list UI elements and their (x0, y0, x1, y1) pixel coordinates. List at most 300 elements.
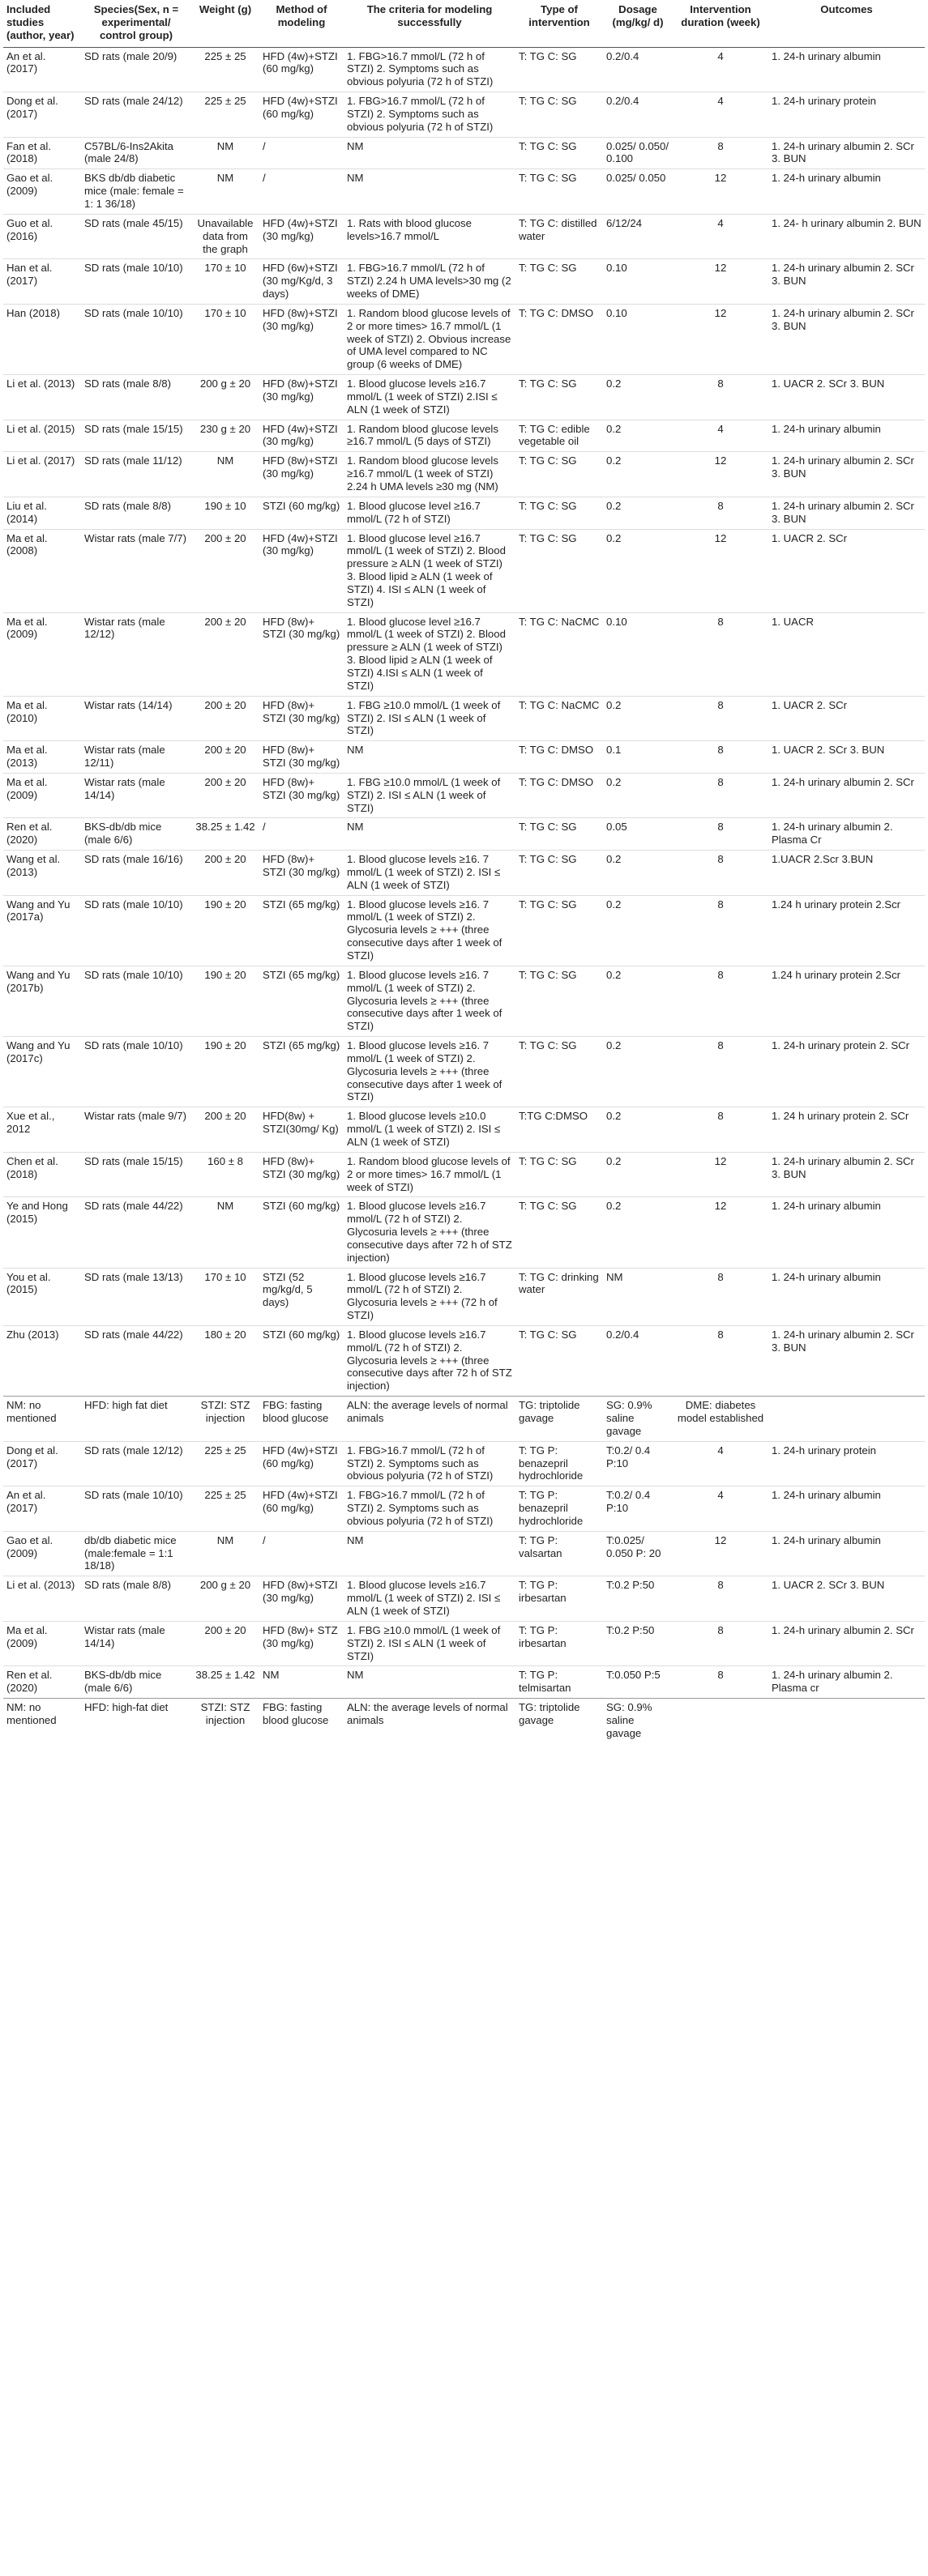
cell-species: SD rats (male 15/15) (81, 420, 191, 452)
table-row (3, 1621, 925, 1666)
cell-intervention-type: T: TG C: drinking water (515, 1268, 603, 1325)
cell-criteria: 1. FBG>16.7 mmol/L (72 h of STZI) 2. Symptoms such as obvious polyuria (72 h of STZI) (344, 92, 515, 138)
cell-study: Gao et al. (2009) (3, 169, 81, 215)
cell-duration (673, 1699, 768, 1743)
cell-criteria: 1. Blood glucose levels ≥16.7 mmol/L (1 week of STZI) 2. ISI ≤ ALN (1 week of STZI) (344, 1576, 515, 1622)
cell-outcomes: 1. 24-h urinary albumin (768, 1486, 925, 1532)
cell-outcomes: 1. 24-h urinary albumin 2. Plasma Cr (768, 818, 925, 851)
cell-dosage: 0.2 (603, 452, 673, 497)
cell-study: Ma et al. (2008) (3, 529, 81, 612)
cell-duration: 8 (673, 1268, 768, 1325)
cell-criteria: NM (344, 1531, 515, 1576)
cell-weight: NM (191, 137, 259, 169)
cell-species: SD rats (male 44/22) (81, 1197, 191, 1268)
cell-duration: 12 (673, 259, 768, 305)
cell-outcomes: 1. UACR 2. SCr (768, 696, 925, 741)
table-row (3, 818, 925, 851)
cell-study: Li et al. (2013) (3, 1576, 81, 1622)
cell-intervention-type: T: TG C: DMSO (515, 304, 603, 374)
cell-outcomes: 1. 24-h urinary albumin 2. SCr 3. BUN (768, 137, 925, 169)
cell-dosage: 0.2 (603, 895, 673, 966)
cell-intervention-type: T: TG P: benazepril hydrochloride (515, 1441, 603, 1486)
cell-criteria: 1. FBG>16.7 mmol/L (72 h of STZI) 2.24 h UMA levels>30 mg (2 weeks of DME) (344, 259, 515, 305)
table-body (3, 47, 925, 1743)
cell-weight: 160 ± 8 (191, 1152, 259, 1197)
cell-method: / (259, 137, 344, 169)
cell-species: Wistar rats (14/14) (81, 696, 191, 741)
cell-criteria: 1. Blood glucose levels ≥16. 7 mmol/L (1 week of STZI) 2. ISI ≤ ALN (1 week of STZI) (344, 851, 515, 896)
cell-duration: 4 (673, 214, 768, 259)
cell-weight: 38.25 ± 1.42 (191, 1666, 259, 1699)
cell-criteria: 1. FBG ≥10.0 mmol/L (1 week of STZI) 2. ISI ≤ ALN (1 week of STZI) (344, 773, 515, 818)
cell-criteria: NM (344, 169, 515, 215)
cell-criteria: 1. Blood glucose levels ≥10.0 mmol/L (1 week of STZI) 2. ISI ≤ ALN (1 week of STZI) (344, 1107, 515, 1153)
cell-dosage: 0.2 (603, 1197, 673, 1268)
cell-dosage: 0.10 (603, 259, 673, 305)
cell-criteria: 1. FBG ≥10.0 mmol/L (1 week of STZI) 2. ISI ≤ ALN (1 week of STZI) (344, 1621, 515, 1666)
cell-dosage: 0.2 (603, 1152, 673, 1197)
cell-weight: 225 ± 25 (204, 49, 246, 62)
cell-weight: 200 ± 20 (191, 696, 259, 741)
cell-study: Dong et al. (2017) (3, 1441, 81, 1486)
cell-intervention-type: T: TG C: SG (515, 137, 603, 169)
cell-intervention-type: T: TG C: SG (515, 259, 603, 305)
cell-weight: 200 ± 20 (191, 851, 259, 896)
cell-species: BKS-db/db mice (male 6/6) (81, 818, 191, 851)
cell-study: Ma et al. (2009) (3, 612, 81, 696)
header-outcomes: Outcomes (768, 0, 925, 47)
cell-criteria: NM (344, 1666, 515, 1699)
study-characteristics-table (3, 0, 925, 1743)
cell-study: Dong et al. (2017) (3, 92, 81, 138)
cell-method: / (259, 169, 344, 215)
cell-duration: 8 (673, 1621, 768, 1666)
cell-species: SD rats (male 10/10) (81, 966, 191, 1036)
cell-species: Wistar rats (male 14/14) (81, 1621, 191, 1666)
cell-weight: 170 ± 10 (191, 1268, 259, 1325)
cell-duration: 4 (673, 420, 768, 452)
cell-study: Wang et al. (2013) (3, 851, 81, 896)
cell-study: Ma et al. (2010) (3, 696, 81, 741)
cell-species: Wistar rats (male 14/14) (81, 773, 191, 818)
cell-intervention-type: T: TG C: DMSO (515, 773, 603, 818)
cell-study: Li et al. (2013) (3, 375, 81, 420)
table-row (3, 1152, 925, 1197)
cell-intervention-type: T: TG C: SG (515, 851, 603, 896)
cell-duration: 12 (673, 1152, 768, 1197)
cell-species: HFD: high fat diet (81, 1397, 191, 1442)
cell-criteria: 1. Random blood glucose levels ≥16.7 mmol/L (1 week of STZI) 2.24 h UMA levels ≥30 mg (NM) (344, 452, 515, 497)
cell-species: BKS db/db diabetic mice (male: female = 1: 1 36/18) (81, 169, 191, 215)
cell-intervention-type: T: TG C: SG (515, 818, 603, 851)
cell-study: Ye and Hong (2015) (3, 1197, 81, 1268)
cell-method: HFD (8w)+STZI (30 mg/kg) (259, 452, 344, 497)
cell-dosage: 0.1 (603, 741, 673, 774)
cell-intervention-type: T: TG C: SG (515, 1037, 603, 1107)
cell-method: STZI (60 mg/kg) (259, 1197, 344, 1268)
cell-method: HFD (8w)+ STZI (30 mg/kg) (259, 851, 344, 896)
cell-outcomes: 1. 24-h urinary albumin 2. Plasma cr (768, 1666, 925, 1699)
cell-species: SD rats (male 44/22) (81, 1325, 191, 1396)
cell-species: SD rats (male 10/10) (81, 895, 191, 966)
cell-dosage: T:0.2/ 0.4 P:10 (603, 1486, 673, 1532)
cell-species: Wistar rats (male 7/7) (81, 529, 191, 612)
table-row (3, 1666, 925, 1699)
cell-study: Wang and Yu (2017a) (3, 895, 81, 966)
cell-duration: 8 (673, 1666, 768, 1699)
header-studies: Included studies (author, year) (3, 0, 81, 47)
cell-intervention-type: T: TG C: SG (515, 529, 603, 612)
cell-outcomes (768, 1397, 925, 1442)
cell-method: HFD(8w) + STZI(30mg/ Kg) (259, 1107, 344, 1153)
cell-dosage: 0.2 (603, 966, 673, 1036)
cell-duration: 4 (717, 49, 724, 62)
cell-method: STZI (60 mg/kg) (259, 1325, 344, 1396)
cell-outcomes: 1. 24-h urinary albumin (772, 49, 881, 62)
cell-duration: 8 (673, 1576, 768, 1622)
cell-species: Wistar rats (male 9/7) (81, 1107, 191, 1153)
table-row (3, 1576, 925, 1622)
cell-study: Li et al. (2015) (3, 420, 81, 452)
cell-intervention-type: T: TG P: valsartan (515, 1531, 603, 1576)
cell-study: NM: no mentioned (3, 1699, 81, 1743)
cell-intervention-type: T: TG C: NaCMC (515, 696, 603, 741)
cell-study: Wang and Yu (2017c) (3, 1037, 81, 1107)
cell-intervention-type: T:TG C:DMSO (515, 1107, 603, 1153)
cell-method: HFD (4w)+STZI (60 mg/kg) (259, 1441, 344, 1486)
cell-criteria: 1. FBG ≥10.0 mmol/L (1 week of STZI) 2. ISI ≤ ALN (1 week of STZI) (344, 696, 515, 741)
cell-dosage: SG: 0.9% saline gavage (603, 1699, 673, 1743)
table-row (3, 1197, 925, 1268)
cell-criteria: 1. Random blood glucose levels of 2 or more times> 16.7 mmol/L (1 week of STZI) 2. Obvious increase of UMA level compared to NC group (6 weeks of DME) (344, 304, 515, 374)
cell-weight: STZI: STZ injection (191, 1699, 259, 1743)
cell-weight: 225 ± 25 (191, 92, 259, 138)
cell-study: Han et al. (2017) (3, 259, 81, 305)
cell-method: HFD (8w)+STZI (30 mg/kg) (259, 304, 344, 374)
cell-outcomes: 1. 24- h urinary albumin 2. BUN (768, 214, 925, 259)
cell-study: An et al. (2017) (6, 49, 46, 75)
cell-weight: NM (191, 452, 259, 497)
cell-duration: 12 (673, 529, 768, 612)
cell-duration: 8 (673, 1107, 768, 1153)
cell-outcomes: 1. 24-h urinary albumin 2. SCr 3. BUN (768, 259, 925, 305)
cell-method: FBG: fasting blood glucose (259, 1397, 344, 1442)
cell-dosage: NM (603, 1268, 673, 1325)
cell-weight: Unavailable data from the graph (191, 214, 259, 259)
cell-intervention-type: T: TG C: SG (515, 169, 603, 215)
cell-weight: 200 g ± 20 (191, 1576, 259, 1622)
cell-study: An et al. (2017) (3, 1486, 81, 1532)
cell-intervention-type: T: TG P: irbesartan (515, 1621, 603, 1666)
cell-dosage: 0.2/0.4 (603, 1325, 673, 1396)
cell-duration: 12 (673, 1531, 768, 1576)
table-row (3, 1037, 925, 1107)
cell-study: Li et al. (2017) (3, 452, 81, 497)
cell-weight: 200 ± 20 (191, 741, 259, 774)
cell-intervention-type: T: TG C: SG (515, 497, 603, 529)
cell-duration: 8 (673, 497, 768, 529)
cell-method: HFD (8w)+ STZI (30 mg/kg) (259, 773, 344, 818)
cell-weight: 225 ± 25 (191, 1486, 259, 1532)
table-row (3, 1486, 925, 1532)
cell-method: HFD (4w)+STZI (30 mg/kg) (259, 529, 344, 612)
cell-species: SD rats (male 10/10) (81, 1486, 191, 1532)
cell-criteria: NM (344, 818, 515, 851)
cell-outcomes (768, 1699, 925, 1743)
cell-species: SD rats (male 8/8) (81, 1576, 191, 1622)
cell-weight: 200 g ± 20 (191, 375, 259, 420)
cell-outcomes: 1. 24-h urinary albumin 2. SCr 3. BUN (768, 304, 925, 374)
cell-outcomes: 1. 24-h urinary albumin (768, 420, 925, 452)
table-header (3, 0, 925, 47)
cell-weight: 190 ± 20 (191, 1037, 259, 1107)
cell-weight: 190 ± 10 (191, 497, 259, 529)
table-row (3, 259, 925, 305)
table-row (3, 612, 925, 696)
cell-criteria: NM (344, 741, 515, 774)
cell-method: HFD (8w)+ STZI (30 mg/kg) (259, 1152, 344, 1197)
cell-method: STZI (65 mg/kg) (259, 966, 344, 1036)
cell-criteria: 1. Blood glucose levels ≥16. 7 mmol/L (1 week of STZI) 2. Glycosuria levels ≥ +++ (three consecutive days after 1 week of STZI) (344, 966, 515, 1036)
cell-dosage: T:0.025/ 0.050 P: 20 (603, 1531, 673, 1576)
cell-weight: 230 g ± 20 (191, 420, 259, 452)
cell-study: Gao et al. (2009) (3, 1531, 81, 1576)
cell-study: Zhu (2013) (3, 1325, 81, 1396)
header-duration: Intervention duration (week) (673, 0, 768, 47)
cell-criteria: 1. Blood glucose levels ≥16. 7 mmol/L (1 week of STZI) 2. Glycosuria levels ≥ +++ (three consecutive days after 1 week of STZI) (344, 1037, 515, 1107)
cell-species: SD rats (male 8/8) (81, 497, 191, 529)
cell-dosage: T:0.2 P:50 (603, 1576, 673, 1622)
cell-study: Han (2018) (3, 304, 81, 374)
cell-species: Wistar rats (male 12/11) (81, 741, 191, 774)
cell-species: HFD: high-fat diet (81, 1699, 191, 1743)
cell-outcomes: 1. 24-h urinary albumin 2. SCr (768, 773, 925, 818)
cell-outcomes: 1. 24 h urinary protein 2. SCr (768, 1107, 925, 1153)
table-row (3, 773, 925, 818)
cell-method: HFD (8w)+STZI (30 mg/kg) (259, 1576, 344, 1622)
cell-study: Ma et al. (2013) (3, 741, 81, 774)
cell-species: SD rats (male 10/10) (81, 304, 191, 374)
cell-weight: 200 ± 20 (191, 529, 259, 612)
cell-dosage: 0.05 (603, 818, 673, 851)
cell-criteria: ALN: the average levels of normal animals (344, 1397, 515, 1442)
table-row (3, 1397, 925, 1442)
cell-dosage: 0.2 (603, 375, 673, 420)
cell-duration: 8 (673, 375, 768, 420)
cell-study: Fan et al. (2018) (3, 137, 81, 169)
cell-outcomes: 1. UACR 2. SCr 3. BUN (768, 741, 925, 774)
cell-criteria: 1. Blood glucose levels ≥16.7 mmol/L (72 h of STZI) 2. Glycosuria levels ≥ +++ (three consecutive days after 72 h of STZ injection) (344, 1197, 515, 1268)
cell-duration: 8 (673, 773, 768, 818)
cell-weight: 200 ± 20 (191, 1107, 259, 1153)
cell-method: HFD (4w)+STZI (60 mg/kg) (263, 49, 338, 75)
header-intervention-type: Type of intervention (515, 0, 603, 47)
cell-dosage: 0.2 (603, 851, 673, 896)
table-row (3, 304, 925, 374)
cell-duration: 12 (673, 452, 768, 497)
cell-criteria: 1. FBG>16.7 mmol/L (72 h of STZI) 2. Symptoms such as obvious polyuria (72 h of STZI) (344, 1486, 515, 1532)
cell-dosage: 0.025/ 0.050 (603, 169, 673, 215)
cell-study: NM: no mentioned (3, 1397, 81, 1442)
cell-species: SD rats (male 20/9) (84, 49, 177, 62)
cell-species: SD rats (male 24/12) (81, 92, 191, 138)
table-row (3, 851, 925, 896)
cell-outcomes: 1. 24-h urinary albumin (768, 169, 925, 215)
cell-outcomes: 1. 24-h urinary albumin 2. SCr (768, 1621, 925, 1666)
cell-duration: 8 (673, 741, 768, 774)
cell-method: HFD (4w)+STZI (30 mg/kg) (259, 420, 344, 452)
table-row (3, 1107, 925, 1153)
cell-species: SD rats (male 10/10) (81, 259, 191, 305)
table-row (3, 375, 925, 420)
cell-method: HFD (8w)+STZI (30 mg/kg) (259, 375, 344, 420)
cell-intervention-type: T: TG P: irbesartan (515, 1576, 603, 1622)
cell-intervention-type: T: TG C: distilled water (515, 214, 603, 259)
cell-dosage: 0.2 (603, 1037, 673, 1107)
cell-dosage: 0.2 (603, 420, 673, 452)
cell-dosage: 6/12/24 (603, 214, 673, 259)
table-row (3, 497, 925, 529)
cell-intervention-type: T: TG C: SG (515, 895, 603, 966)
cell-outcomes: 1. 24-h urinary albumin 2. SCr 3. BUN (768, 1152, 925, 1197)
cell-dosage: 0.2 (603, 696, 673, 741)
cell-intervention-type: T: TG C: SG (515, 452, 603, 497)
cell-method: / (259, 818, 344, 851)
cell-criteria: 1. Rats with blood glucose levels>16.7 mmol/L (344, 214, 515, 259)
table-row (3, 137, 925, 169)
cell-outcomes: 1. UACR 2. SCr 3. BUN (768, 375, 925, 420)
cell-method: STZI (65 mg/kg) (259, 1037, 344, 1107)
cell-dosage: T:0.2/ 0.4 P:10 (603, 1441, 673, 1486)
cell-duration: 8 (673, 137, 768, 169)
table-row (3, 696, 925, 741)
cell-method: HFD (4w)+STZI (60 mg/kg) (259, 92, 344, 138)
cell-duration: 8 (673, 696, 768, 741)
cell-species: BKS-db/db mice (male 6/6) (81, 1666, 191, 1699)
cell-species: SD rats (male 13/13) (81, 1268, 191, 1325)
cell-intervention-type: TG: triptolide gavage (515, 1397, 603, 1442)
cell-duration: 8 (673, 1325, 768, 1396)
cell-study: Ma et al. (2009) (3, 1621, 81, 1666)
table-row (3, 1325, 925, 1396)
cell-criteria: 1. Blood glucose level ≥16.7 mmol/L (1 week of STZI) 2. Blood pressure ≥ ALN (1 week of STZI) 3. Blood lipid ≥ ALN (1 week of STZI) 4. ISI ≤ ALN (1 week of STZI) (344, 529, 515, 612)
cell-outcomes: 1. 24-h urinary albumin 2. SCr 3. BUN (768, 452, 925, 497)
cell-criteria: 1. Blood glucose levels ≥16.7 mmol/L (72 h of STZI) 2. Glycosuria levels ≥ +++ (72 h of STZI) (344, 1268, 515, 1325)
cell-intervention-type: T: TG C: SG (515, 1325, 603, 1396)
table-row (3, 741, 925, 774)
cell-weight: 200 ± 20 (191, 612, 259, 696)
cell-duration: 8 (673, 966, 768, 1036)
cell-species: SD rats (male 12/12) (81, 1441, 191, 1486)
cell-weight: 225 ± 25 (191, 1441, 259, 1486)
cell-outcomes: 1. UACR 2. SCr (768, 529, 925, 612)
cell-species: SD rats (male 10/10) (81, 1037, 191, 1107)
cell-weight: 170 ± 10 (191, 259, 259, 305)
cell-duration: 8 (673, 612, 768, 696)
header-dosage: Dosage (mg/kg/ d) (603, 0, 673, 47)
cell-method: NM (259, 1666, 344, 1699)
table-row (3, 92, 925, 138)
cell-dosage: 0.2 (603, 497, 673, 529)
table-row (3, 214, 925, 259)
cell-weight: NM (191, 169, 259, 215)
header-row (3, 0, 925, 47)
cell-dosage: T:0.2 P:50 (603, 1621, 673, 1666)
cell-weight: 180 ± 20 (191, 1325, 259, 1396)
cell-method: FBG: fasting blood glucose (259, 1699, 344, 1743)
cell-duration: 8 (673, 1037, 768, 1107)
cell-outcomes: 1.24 h urinary protein 2.Scr (768, 895, 925, 966)
cell-criteria: ALN: the average levels of normal animals (344, 1699, 515, 1743)
table-row (3, 169, 925, 215)
cell-intervention-type: T: TG C: SG (515, 92, 603, 138)
cell-dosage: 0.10 (603, 304, 673, 374)
cell-species: SD rats (male 8/8) (81, 375, 191, 420)
cell-study: Xue et al., 2012 (3, 1107, 81, 1153)
cell-outcomes: 1. 24-h urinary albumin 2. SCr 3. BUN (768, 1325, 925, 1396)
cell-dosage: 0.10 (603, 612, 673, 696)
table-row (3, 47, 925, 92)
cell-dosage: T:0.050 P:5 (603, 1666, 673, 1699)
cell-dosage: SG: 0.9% saline gavage (603, 1397, 673, 1442)
cell-criteria: 1. Blood glucose level ≥16.7 mmol/L (1 week of STZI) 2. Blood pressure ≥ ALN (1 week of STZI) 3. Blood lipid ≥ ALN (1 week of STZI) 4.ISI ≤ ALN (1 week of STZI) (344, 612, 515, 696)
cell-method: HFD (8w)+ STZI (30 mg/kg) (259, 612, 344, 696)
cell-study: You et al. (2015) (3, 1268, 81, 1325)
cell-outcomes: 1. 24-h urinary protein (768, 92, 925, 138)
cell-method: STZI (52 mg/kg/d, 5 days) (259, 1268, 344, 1325)
cell-duration: 12 (673, 169, 768, 215)
cell-criteria: 1. Blood glucose levels ≥16.7 mmol/L (1 week of STZI) 2.ISI ≤ ALN (1 week of STZI) (344, 375, 515, 420)
table-row (3, 1531, 925, 1576)
cell-method: HFD (8w)+ STZI (30 mg/kg) (259, 741, 344, 774)
cell-criteria: 1. FBG>16.7 mmol/L (72 h of STZI) 2. Symptoms such as obvious polyuria (72 h of STZI) (347, 49, 494, 88)
header-criteria: The criteria for modeling successfully (344, 0, 515, 47)
cell-intervention-type: T: TG C: SG (515, 1152, 603, 1197)
cell-outcomes: 1. UACR 2. SCr 3. BUN (768, 1576, 925, 1622)
cell-species: C57BL/6-Ins2Akita (male 24/8) (81, 137, 191, 169)
table-row (3, 1699, 925, 1743)
cell-intervention-type: T: TG C: SG (519, 49, 577, 62)
cell-weight: 170 ± 10 (191, 304, 259, 374)
cell-study: Wang and Yu (2017b) (3, 966, 81, 1036)
cell-outcomes: 1.UACR 2.Scr 3.BUN (768, 851, 925, 896)
cell-study: Ren et al. (2020) (3, 1666, 81, 1699)
cell-species: SD rats (male 16/16) (81, 851, 191, 896)
cell-outcomes: 1. 24-h urinary albumin (768, 1197, 925, 1268)
cell-dosage: 0.2/0.4 (606, 49, 639, 62)
cell-species: SD rats (male 15/15) (81, 1152, 191, 1197)
cell-weight: 190 ± 20 (191, 895, 259, 966)
cell-species: Wistar rats (male 12/12) (81, 612, 191, 696)
cell-study: Chen et al. (2018) (3, 1152, 81, 1197)
table-row (3, 420, 925, 452)
cell-intervention-type: T: TG C: SG (515, 1197, 603, 1268)
cell-outcomes: 1. UACR (768, 612, 925, 696)
cell-duration: 12 (673, 304, 768, 374)
cell-intervention-type: T: TG C: edible vegetable oil (515, 420, 603, 452)
table-row (3, 1268, 925, 1325)
cell-dosage: 0.2/0.4 (603, 92, 673, 138)
table-row (3, 966, 925, 1036)
cell-study: Guo et al. (2016) (3, 214, 81, 259)
cell-species: db/db diabetic mice (male:female = 1:1 18/18) (81, 1531, 191, 1576)
table-row (3, 529, 925, 612)
cell-method: HFD (4w)+STZI (30 mg/kg) (259, 214, 344, 259)
cell-outcomes: 1. 24-h urinary protein (768, 1441, 925, 1486)
cell-intervention-type: T: TG P: telmisartan (515, 1666, 603, 1699)
cell-weight: 200 ± 20 (191, 1621, 259, 1666)
cell-weight: NM (191, 1531, 259, 1576)
